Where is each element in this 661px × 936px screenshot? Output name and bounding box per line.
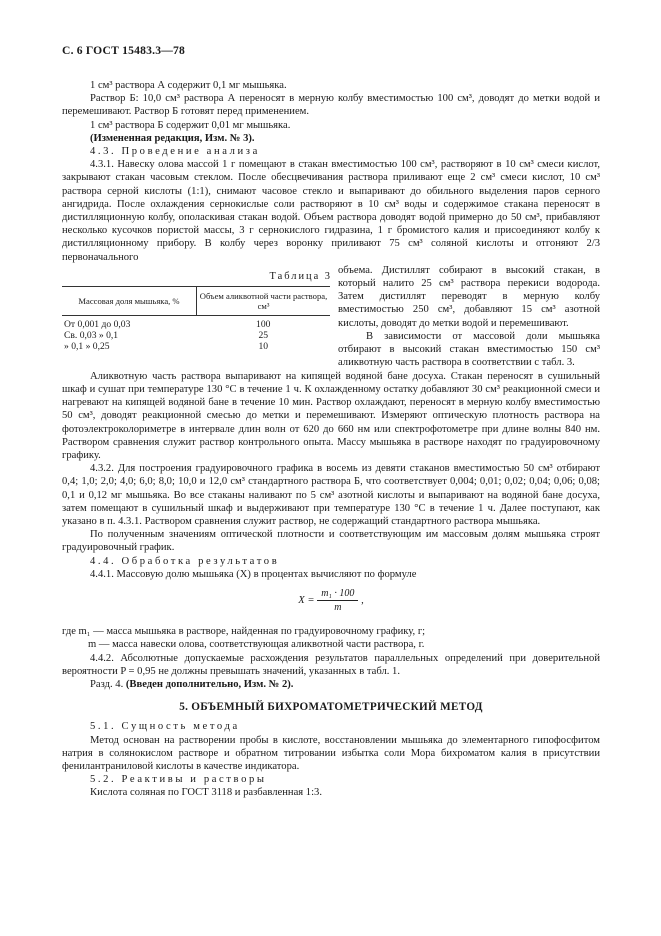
razd-note: (Введен дополнительно, Изм. № 2).: [125, 678, 294, 690]
table-row: [62, 341, 330, 352]
side-text: [338, 264, 600, 370]
formula-legend: m — масса навески олова, соответствующая аликвотной части раствора, г.: [88, 639, 425, 651]
paragraph: объема. Дистиллят собирают в высокий стакан, в который налито 25 см³ раствора перекиси водорода. Затем дистиллят переводят в мерную колбу вместимостью 250 см³, добавляют 15 см³ азотной кислоты, доводят до метки водой и перемешивают.: [338, 264, 600, 329]
paragraph: В зависимости от массовой доли мышьяка отбирают в высокий стакан вместимостью 150 см³ аликвотную часть раствора в соответствии с табл. 3.: [338, 330, 600, 369]
formula-fraction: [317, 587, 358, 614]
paragraph-4-3-1: 4.3.1. Навеску олова массой 1 г помещают в стакан вместимостью 100 см³, растворяют в 10 см³ смеси кислот, закрывают стакан часовым стеклом. После обесцвечивания раствора приливают еще 2 см³ смеси кислот, 10 см³ раствора серной кислоты (1:1), снимают часовое стекло и выпаривают до обильного выделения паров серного ангидрида. После охлаждения сернокислые соли растворяют в 10 см³ воды и содержимое стакана переносят в дистилляционную колбу, ополаскивая стакан водой. Объем раствора доводят водой примерно до 50 см³, прибавляют несколько кусочков пористой массы, 3 г сернокислого гидразина, 1 г бромистого калия и присоединяют колбу к дистилляционному прибору. В колбу через воронку приливают 75 см³ соляной кислоты и отгоняют 2/3 первоначального: [62, 159, 600, 263]
table-cell-volume: 100: [256, 319, 271, 331]
amendment-note: (Измененная редакция, Изм. № 3).: [90, 132, 255, 144]
formula: [62, 587, 600, 621]
subsection-heading: 5.2. Реактивы и растворы: [90, 774, 267, 786]
paragraph: Метод основан на растворении пробы в кислоте, восстановлении мышьяка до элементарного гипофосфитом натрия в солянокислом растворе и обратном титровании избытка соли Мора бихроматом калия в присутствии фенилантраниловой кислоты в качестве индикатора.: [62, 734, 600, 772]
formula-numerator: m₁ · 100: [317, 587, 358, 601]
amendment-note: [62, 678, 600, 691]
table-header-volume: Объем аликвотной части раствора, см³: [197, 287, 331, 316]
table-cell-range: » 0,1 » 0,25: [64, 341, 110, 353]
section-heading: 5. ОБЪЕМНЫЙ БИХРОМАТОМЕТРИЧЕСКИЙ МЕТОД: [179, 701, 483, 714]
table-3-block: [62, 264, 332, 352]
paragraph-4-4-1: 4.4.1. Массовую долю мышьяка (X) в процентах вычисляют по формуле: [90, 568, 417, 580]
subsection-heading: 4.4. Обработка результатов: [90, 555, 280, 567]
paragraph: Аликвотную часть раствора выпаривают на кипящей водяной бане досуха. Стакан переносят в сушильный шкаф и сушат при температуре 130 °С в течение 1 ч. К охлажденному остатку добавляют 30 см³ реакционной смеси и нагревают на кипящей водяной бане в течение 10 мин. Раствор охлаждают, переносят в мерную колбу вместимостью 50 см³, доводят реакционной смесью до метки и перемешивают. Измеряют оптическую плотность раствора на фотоэлектроколориметре в интервале длин волн от 620 до 660 нм или спектрофотометре при длине волны 840 нм. Раствором сравнения служит раствор контрольного опыта. Массу мышьяка в растворе находят по градуировочному графику.: [62, 370, 600, 462]
paragraph: 1 см³ раствора Б содержит 0,01 мг мышьяка.: [90, 119, 291, 131]
document-body: [62, 79, 600, 800]
subsection-heading: 5.1. Сущность метода: [90, 721, 240, 733]
formula-lhs: X =: [298, 595, 315, 607]
paragraph-4-3-2: 4.3.2. Для построения градуировочного графика в восемь из девяти стаканов вместимостью 50 см³ отбирают 0,4; 1,0; 2,0; 4,0; 6,0; 8,0; 10,0 и 12,0 см³ стандартного раствора Б, что соответствует 0,004; 0,01; 0,02; 0,04; 0,06; 0,08; 0,1 и 0,12 мг мышьяка. Во все стаканы наливают по 5 см³ азотной кислоты и выпаривают на водяной бане досуха, затем помещают в сушильный шкаф и выдерживают при температуре 130 °С в течение 1 ч. Далее поступают, как указано в п. 4.3.1. Раствором сравнения служит раствор, не содержащий стандартного раствора мышьяка.: [62, 463, 600, 528]
paragraph-4-4-2: 4.4.2. Абсолютные допускаемые расхождения результатов параллельных определений при доверительной вероятности P = 0,95 не должны превышать значений, указанных в табл. 1.: [62, 652, 600, 677]
table-caption: Таблица 3: [269, 270, 332, 282]
table-cell-volume: 10: [258, 341, 269, 353]
paragraph: Раствор Б: 10,0 см³ раствора А переносят в мерную колбу вместимостью 100 см³, доводят до метки водой и перемешивают. Раствор Б готовят перед применением.: [62, 93, 600, 118]
table-cell-range: От 0,001 до 0,03: [64, 319, 131, 331]
page-header: С. 6 ГОСТ 15483.3—78: [62, 44, 185, 57]
table-3: [62, 286, 330, 352]
table-header-mass-fraction: Массовая доля мышьяка, %: [62, 287, 197, 316]
table-cell-range: Св. 0,03 » 0,1: [64, 330, 119, 342]
formula-denominator: m: [334, 602, 342, 614]
table-with-text: [62, 264, 600, 370]
subsection-heading: 4.3. Проведение анализа: [90, 146, 260, 158]
formula-legend: где m₁ — масса мышьяка в растворе, найденная по градуировочному графику, г;: [62, 626, 426, 638]
paragraph: 1 см³ раствора А содержит 0,1 мг мышьяка.: [90, 80, 287, 91]
paragraph: Кислота соляная по ГОСТ 3118 и разбавленная 1:3.: [90, 787, 322, 799]
table-cell-volume: 25: [258, 330, 269, 342]
paragraph: По полученным значениям оптической плотности и соответствующим им массовым долям мышьяка строят градуировочный график.: [62, 529, 600, 554]
table-row: [62, 330, 330, 341]
table-row: [62, 316, 330, 331]
razd-label: Разд. 4.: [90, 678, 124, 690]
formula-tail: ,: [361, 595, 364, 607]
